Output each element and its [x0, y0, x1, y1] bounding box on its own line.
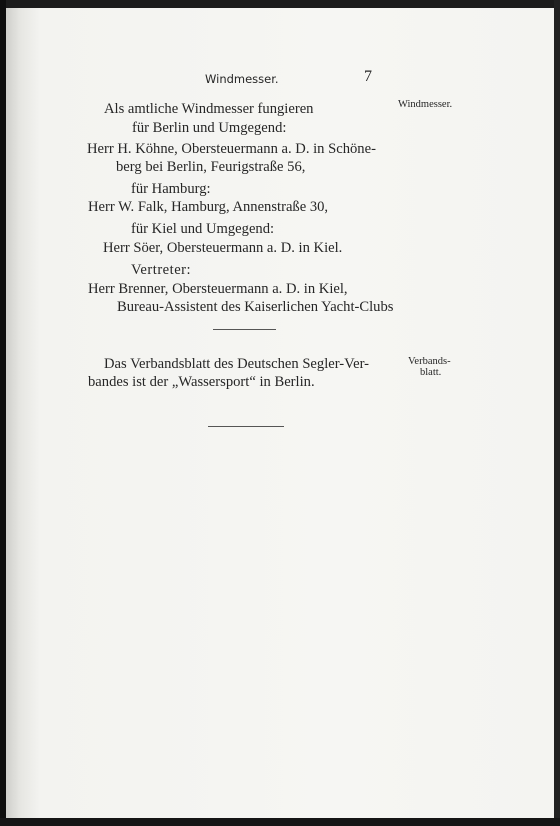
body-line: Herr W. Falk, Hamburg, Annenstraße 30, — [88, 199, 329, 215]
body-line: Herr Söer, Obersteuermann a. D. in Kiel. — [103, 240, 343, 256]
body-line: für Berlin und Umgegend: — [132, 120, 287, 136]
end-divider — [208, 426, 284, 427]
margin-note-verbandsblatt-1: Verbands- — [408, 356, 451, 367]
body-line: berg bei Berlin, Feurigstraße 56, — [116, 159, 306, 175]
body-line: Herr Brenner, Obersteuermann a. D. in Kiel, — [88, 281, 348, 297]
body-line: Vertreter: — [131, 262, 192, 278]
body-line: für Hamburg: — [131, 181, 211, 197]
page-bottom-edge — [0, 818, 560, 826]
body-line: Herr H. Köhne, Obersteuermann a. D. in Schöne- — [87, 141, 376, 157]
margin-note-verbandsblatt-2: blatt. — [420, 367, 442, 378]
margin-note-windmesser: Windmesser. — [398, 99, 453, 110]
page-right-edge — [554, 0, 560, 826]
paragraph-line: bandes ist der „Wassersport“ in Berlin. — [88, 374, 315, 390]
body-line: für Kiel und Umgegend: — [131, 221, 275, 237]
running-title: Windmesser. — [205, 72, 279, 86]
paragraph-line: Das Verbandsblatt des Deutschen Segler-Ver- — [104, 356, 369, 372]
page-number: 7 — [364, 68, 372, 85]
body-line: Als amtliche Windmesser fungieren — [104, 101, 314, 117]
section-divider — [213, 329, 276, 330]
body-line: Bureau-Assistent des Kaiserlichen Yacht-Clubs — [117, 299, 394, 315]
